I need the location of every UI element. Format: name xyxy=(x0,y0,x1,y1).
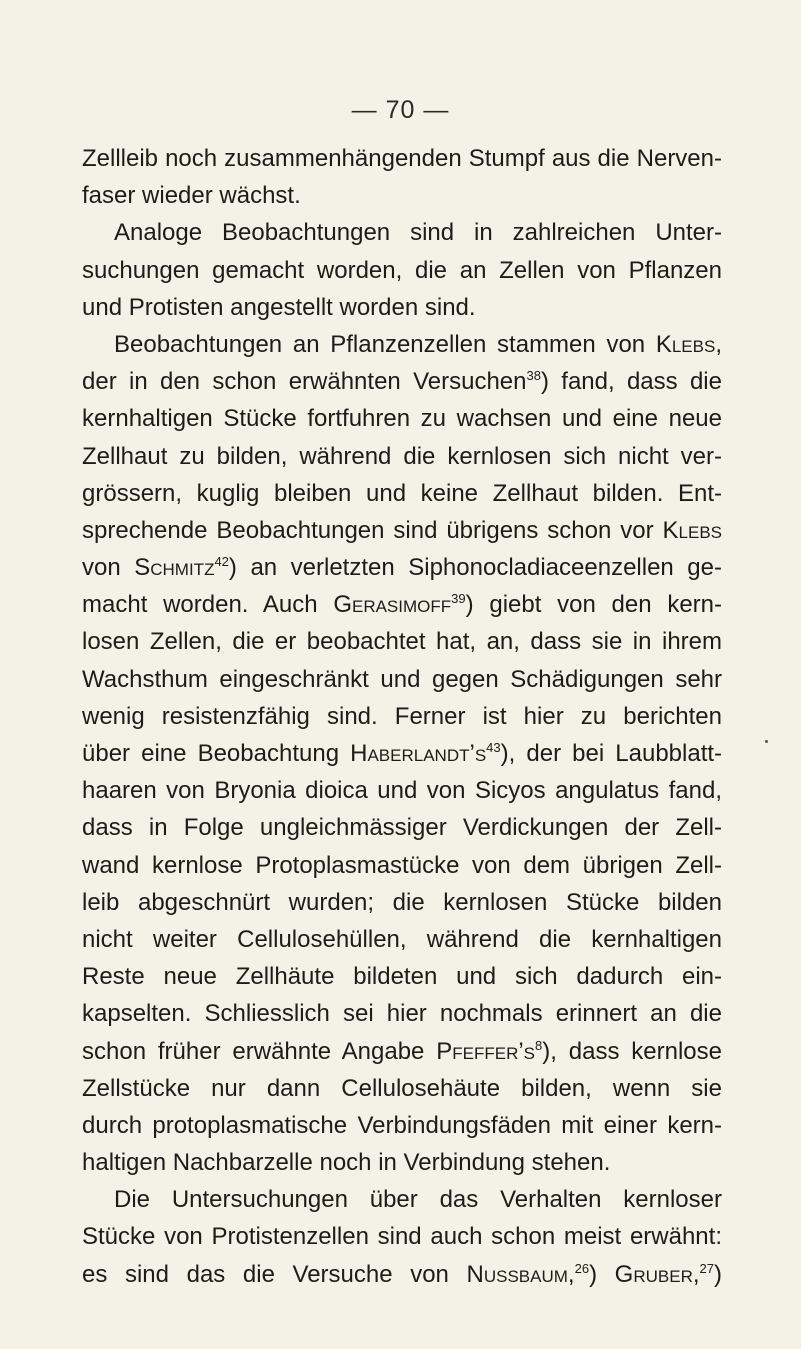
body-text xyxy=(82,140,722,1293)
text-line: Stücke von Protistenzellen sind auch schon meist erwähnt: xyxy=(82,1223,722,1251)
text-line: haltigen Nachbarzelle noch in Verbindung stehen. xyxy=(82,1149,611,1177)
text-run: ) xyxy=(714,1260,722,1288)
author-name: Nussbaum, xyxy=(466,1260,575,1288)
text-line: nicht weiter Cellulosehüllen, während die kernhaltigen xyxy=(82,925,722,953)
text-run: ) fand, dass die xyxy=(540,368,722,396)
text-line: Wachsthum eingeschränkt und gegen Schädigungen sehr xyxy=(82,665,722,693)
footnote-ref: 27 xyxy=(699,1260,714,1276)
text-line xyxy=(82,1033,722,1070)
text-line xyxy=(82,549,722,586)
text-run: über eine Beobachtung xyxy=(82,740,340,767)
text-run: ) xyxy=(589,1260,598,1288)
text-run: schon früher erwähnte Angabe xyxy=(82,1037,425,1065)
page-number: — 70 — xyxy=(351,96,450,124)
text-line: faser wieder wächst. xyxy=(82,182,301,210)
text-line: Die Untersuchungen über das Verhalten kernloser xyxy=(114,1186,722,1214)
text-line: leib abgeschnürt wurden; die kernlosen Stücke bilden xyxy=(82,888,722,916)
margin-mark xyxy=(765,740,768,743)
author-name: Klebs, xyxy=(655,330,722,358)
text-run: Beobachtungen an Pflanzenzellen stammen von xyxy=(114,330,646,358)
text-run: es sind das die Versuche von xyxy=(82,1260,449,1288)
text-line: Analoge Beobachtungen sind in zahlreichen Unter- xyxy=(114,219,722,247)
text-line: dass in Folge ungleichmässiger Verdickungen der Zell- xyxy=(82,814,722,842)
text-line: und Protisten angestellt worden sind. xyxy=(82,293,476,321)
text-line: Zellstücke nur dann Cellulosehäute bilden, wenn sie xyxy=(82,1074,722,1102)
text-line xyxy=(82,1256,722,1293)
footnote-ref: 8 xyxy=(535,1037,543,1053)
text-run: macht worden. Auch xyxy=(82,591,318,619)
footnote-ref: 38 xyxy=(526,368,541,384)
text-run: von xyxy=(82,554,121,582)
text-line: Zellleib noch zusammenhängenden Stumpf aus die Nerven- xyxy=(82,145,722,172)
text-line: losen Zellen, die er beobachtet hat, an, dass sie in ihrem xyxy=(82,628,722,656)
text-line xyxy=(82,363,722,400)
text-line xyxy=(82,326,722,363)
text-run: sprechende Beobachtungen sind übrigens schon vor xyxy=(82,516,654,544)
footnote-ref: 26 xyxy=(574,1260,590,1276)
text-run: ) giebt von den kern- xyxy=(465,591,722,619)
author-name: Klebs xyxy=(662,516,722,544)
author-name: Schmitz xyxy=(134,554,215,582)
text-line: grössern, kuglig bleiben und keine Zellhaut bilden. Ent- xyxy=(82,479,722,507)
author-name: Gruber, xyxy=(614,1260,700,1288)
text-run: ), dass kernlose xyxy=(542,1037,722,1065)
text-line: kapselten. Schliesslich sei hier nochmals erinnert an die xyxy=(82,1000,722,1028)
text-line: Zellhaut zu bilden, während die kernlosen sich nicht ver- xyxy=(82,442,722,470)
text-line xyxy=(82,586,722,623)
author-name: Gerasimoff xyxy=(333,591,452,619)
text-line: durch protoplasmatische Verbindungsfäden mit einer kern- xyxy=(82,1111,722,1139)
text-line: Reste neue Zellhäute bildeten und sich dadurch ein- xyxy=(82,963,722,991)
text-run: ) an verletzten Siphonocladiaceenzellen ge- xyxy=(228,554,722,582)
text-run: ), der bei Laubblatt- xyxy=(500,740,722,767)
footnote-ref: 39 xyxy=(451,591,466,607)
text-line xyxy=(82,735,722,772)
author-name: Pfeffer’s xyxy=(436,1037,536,1065)
text-line: wenig resistenzfähig sind. Ferner ist hier zu berichten xyxy=(82,702,722,730)
text-run: der in den schon erwähnten Versuchen xyxy=(82,368,527,396)
text-line: suchungen gemacht worden, die an Zellen von Pflanzen xyxy=(82,256,722,284)
footnote-ref: 43 xyxy=(486,740,501,755)
footnote-ref: 42 xyxy=(214,554,229,570)
text-line: kernhaltigen Stücke fortfuhren zu wachsen und eine neue xyxy=(82,405,722,433)
text-line: wand kernlose Protoplasmastücke von dem übrigen Zell- xyxy=(82,851,722,879)
author-name: Haberlandt’s xyxy=(350,740,487,767)
text-line xyxy=(82,512,722,549)
text-line: haaren von Bryonia dioica und von Sicyos angulatus fand, xyxy=(82,777,722,805)
